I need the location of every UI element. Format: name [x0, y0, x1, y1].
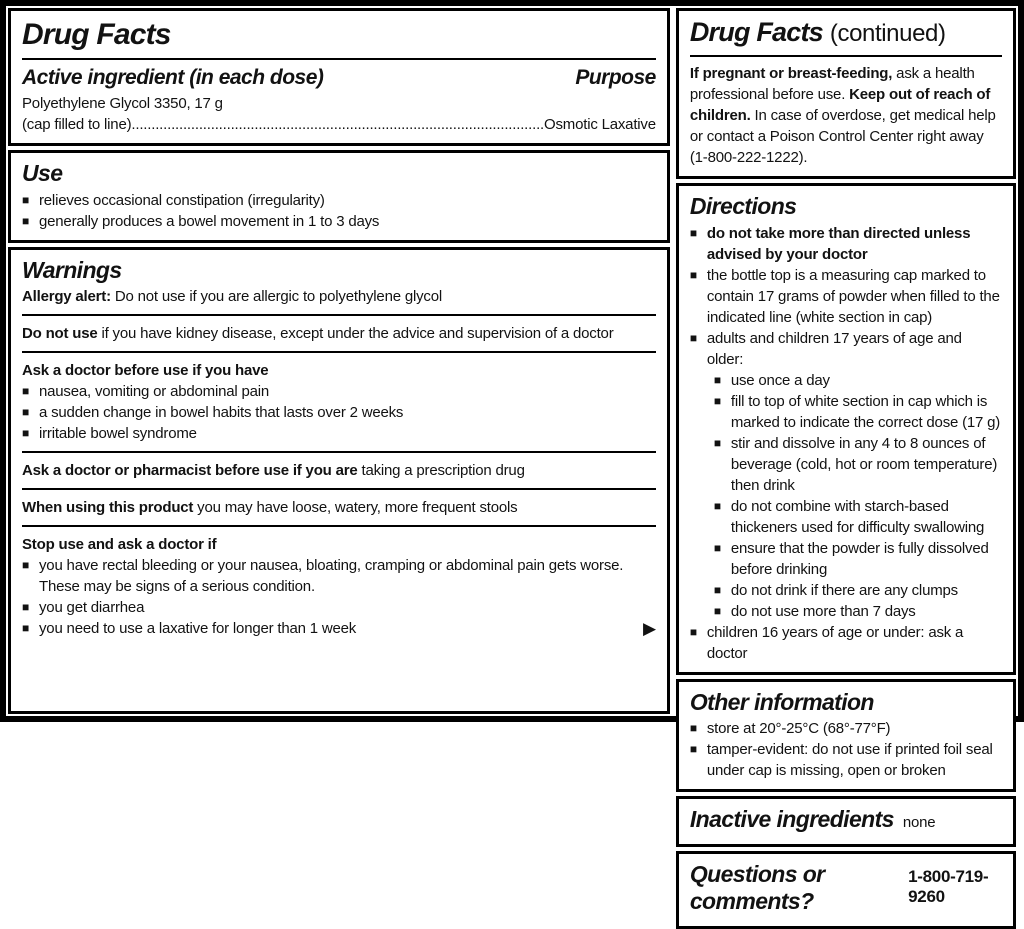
left-column	[8, 8, 670, 714]
list-item	[714, 496, 1002, 538]
other-information-heading: Other information	[689, 688, 874, 715]
other-info-bullet-text: tamper-evident: do not use if printed foil seal under cap is missing, open or broken	[706, 741, 993, 780]
do-not-use-text: if you have kidney disease, except under the advice and supervision of a doctor	[97, 325, 614, 343]
bullet-square-icon: ■	[689, 330, 697, 345]
list-item	[22, 190, 656, 211]
use-bullet-text: generally produces a bowel movement in 1 to 3 days	[39, 212, 380, 230]
list-item	[714, 538, 1002, 580]
list-item	[714, 370, 1002, 391]
when-using-label: When using this product	[22, 499, 194, 517]
list-item	[22, 555, 656, 597]
bullet-square-icon: ■	[22, 621, 30, 636]
overdose-text: In case of overdose, get medical help or contact a Poison Control Center right away (1-800-222-1222).	[689, 107, 996, 166]
list-item	[22, 423, 656, 444]
directions-panel	[676, 183, 1016, 675]
stop-use-bullet-text: you need to use a laxative for longer than 1 week	[39, 620, 357, 638]
allergy-alert-label: Allergy alert:	[22, 288, 111, 306]
bullet-square-icon: ■	[689, 267, 697, 282]
section-divider	[22, 525, 656, 527]
section-divider	[22, 488, 656, 490]
questions-phone-number: 1-800-719-9260	[908, 866, 989, 906]
directions-item-text: do not take more than directed unless advised by your doctor	[706, 224, 971, 263]
title-divider	[22, 58, 656, 60]
cap-dosage-line	[22, 114, 656, 135]
dotted-leader: ........................................................................................................	[131, 116, 545, 133]
keep-out-of-reach-bold: Keep out of reach of children.	[689, 86, 991, 124]
list-item	[690, 739, 1002, 781]
other-info-bullet-text: store at 20°-25°C (68°-77°F)	[706, 720, 891, 738]
title-divider	[690, 55, 1002, 57]
other-information-panel	[676, 679, 1016, 793]
directions-subitem-text: do not use more than 7 days	[730, 602, 916, 620]
bullet-square-icon: ■	[22, 192, 30, 207]
drug-facts-label	[6, 6, 1018, 915]
bullet-square-icon: ■	[713, 582, 721, 597]
section-divider	[22, 351, 656, 353]
list-item	[690, 223, 1002, 265]
inactive-ingredients-heading: Inactive ingredients	[689, 806, 894, 833]
inactive-ingredients-value: none	[902, 814, 936, 832]
bullet-square-icon: ■	[22, 213, 30, 228]
list-item	[690, 328, 1002, 370]
bullet-square-icon: ■	[713, 372, 721, 387]
do-not-use-label: Do not use	[22, 325, 98, 343]
ask-doctor-bullet-text: a sudden change in bowel habits that lasts over 2 weeks	[39, 404, 404, 422]
questions-row	[690, 861, 1002, 918]
use-panel	[8, 150, 670, 243]
purpose-value: Osmotic Laxative	[544, 116, 656, 133]
when-using-text: you may have loose, watery, more frequent stools	[193, 499, 518, 517]
allergy-alert-paragraph	[22, 286, 656, 307]
ask-doctor-bullet-text: nausea, vomiting or abdominal pain	[39, 383, 270, 401]
active-ingredient-heading: Active ingredient (in each dose)	[22, 66, 324, 89]
section-divider	[22, 451, 656, 453]
bullet-square-icon: ■	[689, 742, 697, 757]
purpose-heading: Purpose	[575, 66, 656, 89]
bullet-square-icon: ■	[22, 558, 30, 573]
bullet-square-icon: ■	[689, 721, 697, 736]
pregnancy-warning-paragraph	[690, 63, 1002, 168]
directions-subitem-text: do not drink if there are any clumps	[730, 581, 958, 599]
list-item	[714, 433, 1002, 496]
continued-title-row	[690, 18, 1002, 48]
bullet-square-icon: ■	[713, 393, 721, 408]
drug-facts-header-panel	[8, 8, 670, 146]
stop-use-label: Stop use and ask a doctor if	[22, 536, 217, 554]
drug-facts-title: Drug Facts	[22, 18, 171, 51]
drug-facts-continued-panel	[676, 8, 1016, 179]
bullet-square-icon: ■	[713, 540, 721, 555]
bullet-square-icon: ■	[22, 384, 30, 399]
directions-subitem-text: do not combine with starch-based thickeners used for difficulty swallowing	[730, 497, 985, 536]
list-item	[22, 597, 656, 618]
ask-pharmacist-text: taking a prescription drug	[357, 462, 525, 480]
directions-heading: Directions	[689, 193, 797, 219]
list-item	[22, 402, 656, 423]
directions-subitem-text: fill to top of white section in cap which is marked to indicate the correct dose (17 g)	[730, 392, 1001, 431]
continued-suffix: (continued)	[829, 20, 946, 47]
list-item	[690, 718, 1002, 739]
ingredient-name: Polyethylene Glycol 3350, 17 g	[22, 95, 223, 112]
drug-facts-continued-title: Drug Facts	[689, 17, 823, 47]
ask-doctor-bullet-text: irritable bowel syndrome	[39, 425, 197, 443]
directions-subitem-text: use once a day	[730, 371, 830, 389]
do-not-use-paragraph	[22, 323, 656, 344]
stop-use-bullet-text: you have rectal bleeding or your nausea, bloating, cramping or abdominal pain gets worse. These may be signs of a serious condition.	[39, 557, 624, 596]
questions-panel	[676, 851, 1016, 929]
bullet-square-icon: ■	[22, 600, 30, 615]
list-item	[690, 265, 1002, 328]
ask-pharmacist-label: Ask a doctor or pharmacist before use if you are	[22, 462, 358, 480]
right-column	[676, 8, 1016, 915]
when-using-paragraph	[22, 497, 656, 518]
list-item	[22, 381, 656, 402]
list-item	[22, 211, 656, 232]
ask-pharmacist-paragraph	[22, 460, 656, 481]
directions-item-text: adults and children 17 years of age and older:	[706, 329, 962, 368]
ask-doctor-label: Ask a doctor before use if you have	[22, 362, 269, 380]
bullet-square-icon: ■	[22, 426, 30, 441]
bullet-square-icon: ■	[713, 498, 721, 513]
stop-use-bullet-text: you get diarrhea	[39, 599, 145, 617]
questions-heading: Questions or comments?	[689, 860, 825, 915]
directions-item-text: children 16 years of age or under: ask a doctor	[706, 623, 964, 662]
allergy-alert-text: Do not use if you are allergic to polyethylene glycol	[110, 288, 442, 306]
bullet-square-icon: ■	[689, 624, 697, 639]
directions-subitem-text: stir and dissolve in any 4 to 8 ounces of beverage (cold, hot or room temperature) then drink	[730, 434, 998, 494]
list-item	[690, 622, 1002, 664]
bullet-square-icon: ■	[713, 435, 721, 450]
warnings-heading: Warnings	[22, 256, 122, 283]
pregnancy-bold: If pregnant or breast-feeding,	[689, 65, 893, 82]
cap-note: (cap filled to line)	[22, 116, 132, 133]
list-item	[22, 618, 656, 639]
use-heading: Use	[22, 160, 63, 186]
warnings-panel	[8, 247, 670, 714]
list-item	[714, 601, 1002, 622]
continuation-arrow-icon: ▶	[642, 619, 656, 639]
directions-subitem-text: ensure that the powder is fully dissolved before drinking	[730, 539, 989, 578]
bullet-square-icon: ■	[22, 405, 30, 420]
list-item	[714, 391, 1002, 433]
inactive-ingredients-row	[690, 806, 1002, 836]
active-ingredient-row	[22, 66, 656, 90]
bullet-square-icon: ■	[689, 225, 697, 240]
directions-item-text: the bottle top is a measuring cap marked to contain 17 grams of powder when filled to the indicated line (white section in cap)	[706, 266, 1000, 326]
pregnancy-text: ask a health professional before use.	[689, 65, 975, 103]
inactive-ingredients-panel	[676, 796, 1016, 847]
list-item	[714, 580, 1002, 601]
use-bullet-text: relieves occasional constipation (irregularity)	[39, 191, 325, 209]
bullet-square-icon: ■	[713, 603, 721, 618]
section-divider	[22, 314, 656, 316]
